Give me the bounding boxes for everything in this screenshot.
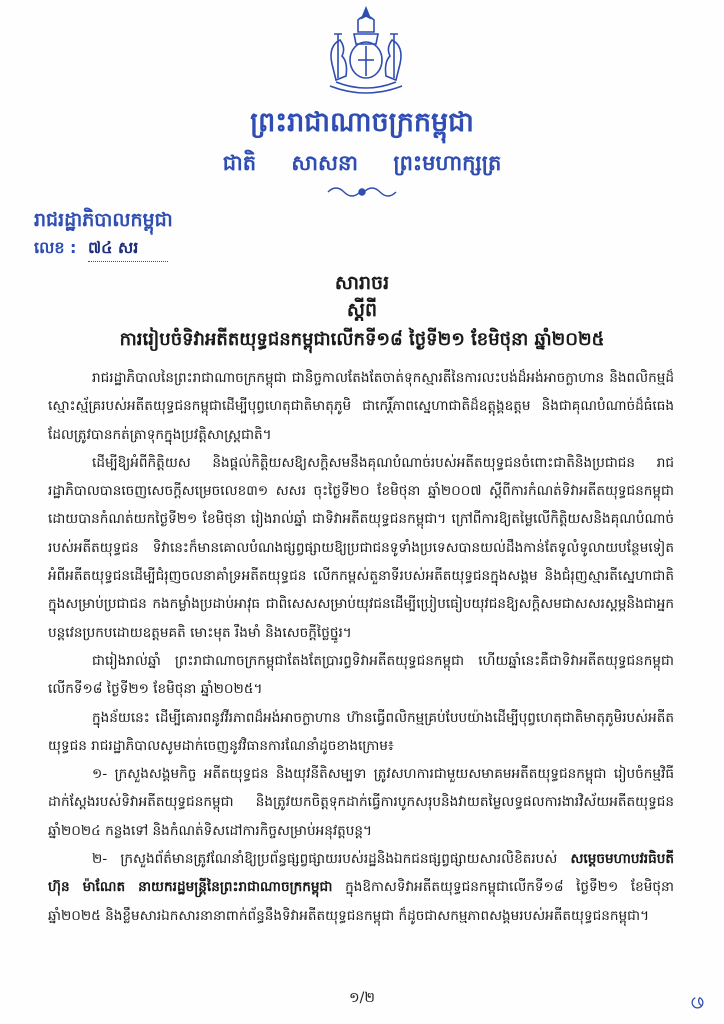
motto-nation: ជាតិ — [222, 150, 257, 175]
national-motto — [0, 150, 724, 181]
motto-religion: សាសនា — [291, 150, 358, 175]
paragraph-1: រាជរដ្ឋាភិបាលនៃព្រះរាជាណាចក្រកម្ពុជា ជានិច្ចកាលតែងតែចាត់ទុកស្មារតីនៃការលះបង់ដ៏អង់អាចក្លាហាន និងពលិកម្មដ៏ស្មោះស្ម័គ្ររបស់អតីតយុទ្ធជនកម្ពុជាដើម្បីបុព្វហេតុជាតិមាតុភូមិ ជាកេរ្តិ៍ភាពស្នេហាជាតិដ៏ឧត្តុង្គឧត្តម និងជាគុណបំណាច់ដ៏ធំធេងដែលត្រូវបានកត់ត្រាទុកក្នុងប្រវត្តិសាស្ត្រជាតិ។ — [48, 370, 674, 443]
reference-number-line — [34, 237, 168, 262]
motto-king: ព្រះមហាក្សត្រ — [393, 150, 502, 175]
decorative-divider-icon — [324, 182, 400, 202]
paragraph-2: ដើម្បីឱ្យអំពីកិត្តិយស និងផ្តល់កិត្តិយសឱ្យសក្តិសមនឹងគុណបំណាច់របស់អតីតយុទ្ធជនចំពោះជាតិនិងប្រជាជន រាជរដ្ឋាភិបាលបានចេញសេចក្តីសម្រេចលេខ៣១ សសរ ចុះថ្ងៃទី២០ ខែមិថុនា ឆ្នាំ២០០៧ ស្តីពីការកំណត់ទិវាអតីតយុទ្ធជនកម្ពុជា ដោយបានកំណត់យកថ្ងៃទី២១ ខែមិថុនា រៀងរាល់ឆ្នាំ ជាទិវាអតីតយុទ្ធជនកម្ពុជា។ ក្រៅពីការឱ្យតម្លៃលើកិត្តិយសនិងគុណបំណាច់របស់អតីតយុទ្ធជន ទិវានេះក៏មានគោលបំណងផ្សព្វផ្សាយឱ្យប្រជាជនទូទាំងប្រទេសបានយល់ដឹងកាន់តែទូលំទូលាយបន្ថែមទៀតអំពីអតីតយុទ្ធជនដើម្បីជំរុញចលនាគាំទ្រអតីតយុទ្ធជន លើកកម្ពស់តួនាទីរបស់អតីតយុទ្ធជនក្នុងសង្គម និងជំរុញស្មារតីស្នេហាជាតិក្នុងសម្រាប់ប្រជាជន កងកម្លាំងប្រដាប់អាវុធ ជាពិសេសសម្រាប់យុវជនដើម្បីប្រៀបធៀបយុវជនឱ្យសក្តិសមជាសសរស្តម្ភនិងជាអ្នកបន្តវេនប្រកបដោយឧត្តមគតិ មោះមុត រឹងមាំ និងសេចក្តីថ្លៃថ្នូរ។ — [48, 454, 674, 641]
document-body — [48, 364, 674, 930]
prime-minister-name: សម្តេចមហាបវរធិបតី ហ៊ុន ម៉ាណែត នាយករដ្ឋមន្ត្រីនៃព្រះរាជាណាចក្រកម្ពុជា — [48, 851, 674, 896]
paragraph-instruction-1: ១- ក្រសួងសង្គមកិច្ច អតីតយុទ្ធជន និងយុវនីតិសម្បទា ត្រូវសហការជាមួយសមាគមអតីតយុទ្ធជនកម្ពុជា រៀបចំកម្មវិធីដាក់ស្តែងរបស់ទិវាអតីតយុទ្ធជនកម្ពុជា និងត្រូវយកចិត្តទុកដាក់ធ្វើការបូកសរុបនិងវាយតម្លៃលទ្ធផលការងារវិស័យអតីតយុទ្ធជនឆ្នាំ២០២៤ កន្លងទៅ និងកំណត់ទិសដៅការកិច្ចសម្រាប់អនុវត្តបន្ត។ — [48, 766, 674, 839]
instruction-2-text-b: ក្នុងឱកាសទិវាអតីតយុទ្ធជនកម្ពុជាលើកទី១៨ ថ្ងៃទី២១ ខែមិថុនា ឆ្នាំ២០២៥ និងខ្លឹមសារឯកសារនានាពាក់ព័ន្ធនឹងទិវាអតីតយុទ្ធជនកម្ពុជា ក៏ដូចជាសកម្មភាពសង្គមរបស់អតីតយុទ្ធជនកម្ពុជា។ — [48, 879, 674, 924]
instruction-2-text-a: ២- ក្រសួងព័ត៌មានត្រូវណែនាំឱ្យប្រព័ន្ធផ្សព្វផ្សាយរបស់រដ្ឋនិងឯកជនផ្សព្វផ្សាយសារលិខិតរបស់ — [92, 851, 571, 868]
paragraph-instruction-2 — [48, 845, 674, 930]
paragraph-3: ជារៀងរាល់ឆ្នាំ ព្រះរាជាណាចក្រកម្ពុជាតែងតែប្រារព្ធទិវាអតីតយុទ្ធជនកម្ពុជា ហើយឆ្នាំនេះគឺជាទិវាអតីតយុទ្ធជនកម្ពុជាលើកទី១៨ ថ្ងៃទី២១ ខែមិថុនា ឆ្នាំ២០២៥។ — [48, 652, 674, 698]
reference-number: ៧៤ សរ — [88, 237, 168, 262]
issuing-government: រាជរដ្ឋាភិបាលកម្ពុជា — [34, 209, 173, 231]
royal-coat-of-arms-icon — [318, 4, 414, 100]
page-number: ១/២ — [349, 990, 375, 1006]
subject-prefix-heading: ស្តីពី — [346, 299, 378, 321]
reference-label: លេខ : — [34, 238, 77, 257]
document-type-heading: សារាចរ — [334, 272, 390, 294]
kingdom-title: ព្រះរាជាណាចក្រកម្ពុជា — [250, 107, 474, 138]
subject-heading: ការរៀបចំទិវាអតីតយុទ្ធជនកម្ពុជាលើកទី១៨ ថ្ងៃទី២១ ខែមិថុនា ឆ្នាំ២០២៥ — [119, 329, 605, 350]
handwritten-initial: ဖ — [690, 985, 705, 1015]
paragraph-4: ក្នុងន័យនេះ ដើម្បីគោរពនូវវីរភាពដ៏អង់អាចក្លាហាន ហ៊ានធ្វើពលិកម្មគ្រប់បែបយ៉ាងដើម្បីបុព្វហេតុជាតិមាតុភូមិរបស់អតីតយុទ្ធជន រាជរដ្ឋាភិបាលសូមដាក់ចេញនូវវិធានការណែនាំដូចខាងក្រោម៖ — [48, 709, 674, 754]
